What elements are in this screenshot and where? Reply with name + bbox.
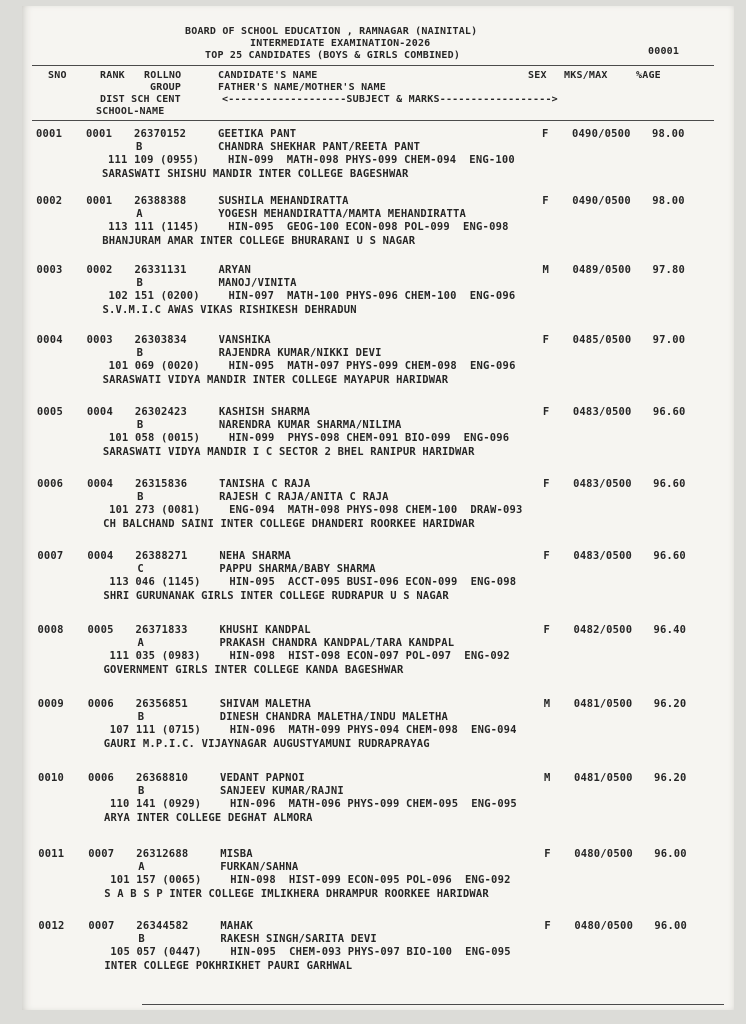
subject-marks: HIN-099 MATH-098 PHYS-099 CHEM-094 ENG-100 xyxy=(228,154,515,166)
col-group-header: GROUP xyxy=(150,82,182,93)
board-title: BOARD OF SCHOOL EDUCATION , RAMNAGAR (NAINITAL) xyxy=(185,26,478,37)
roll-number: 26388271 xyxy=(135,550,188,562)
rank: 0002 xyxy=(86,264,113,276)
parent-names: FURKAN/SAHNA xyxy=(220,861,299,873)
percentage: 96.20 xyxy=(653,698,687,710)
parent-names: RAJESH C RAJA/ANITA C RAJA xyxy=(219,491,389,503)
serial-number: 0001 xyxy=(36,128,63,140)
serial-number: 0002 xyxy=(36,195,63,207)
exam-title: INTERMEDIATE EXAMINATION-2026 xyxy=(250,38,431,49)
group: C xyxy=(137,563,144,575)
group: A xyxy=(136,208,143,220)
group: B xyxy=(136,141,143,153)
candidate-name: ARYAN xyxy=(218,264,252,276)
sex: F xyxy=(543,550,550,562)
parent-names: PAPPU SHARMA/BABY SHARMA xyxy=(219,563,376,575)
header-bottom-rule xyxy=(32,120,714,121)
school-name: S A B S P INTER COLLEGE IMLIKHERA DHRAMPUR ROORKEE HARIDWAR xyxy=(104,888,489,900)
candidate-name: MAHAK xyxy=(220,920,254,932)
sex: F xyxy=(542,128,549,140)
school-name: SARASWATI VIDYA MANDIR INTER COLLEGE MAYAPUR HARIDWAR xyxy=(102,374,449,386)
school-name: SARASWATI SHISHU MANDIR INTER COLLEGE BAGESHWAR xyxy=(102,168,409,180)
dist-school-centre-codes: 111 109 (0955) xyxy=(108,154,200,166)
rank: 0004 xyxy=(87,550,114,562)
rank: 0007 xyxy=(88,848,115,860)
parent-names: DINESH CHANDRA MALETHA/INDU MALETHA xyxy=(219,711,449,723)
candidate-name: KASHISH SHARMA xyxy=(218,406,311,418)
group: B xyxy=(137,785,145,797)
col-codes-header: DIST SCH CENT xyxy=(100,94,181,105)
col-name-header: CANDIDATE'S NAME xyxy=(218,70,318,81)
school-name: GOVERNMENT GIRLS INTER COLLEGE KANDA BAGESHWAR xyxy=(103,664,404,676)
candidate-name: VANSHIKA xyxy=(218,334,271,346)
roll-number: 26356851 xyxy=(135,698,188,710)
roll-number: 26344582 xyxy=(136,920,189,932)
roll-number: 26303834 xyxy=(134,334,187,346)
col-sex-header: SEX xyxy=(528,70,547,81)
subject-marks: HIN-095 ACCT-095 BUSI-096 ECON-099 ENG-098 xyxy=(229,576,517,588)
serial-number: 0009 xyxy=(37,698,64,710)
col-sno-header: SNO xyxy=(48,70,67,81)
sex: F xyxy=(543,478,550,490)
parent-names: PRAKASH CHANDRA KANDPAL/TARA KANDPAL xyxy=(219,637,455,649)
marks: 0489/0500 xyxy=(572,264,632,276)
percentage: 98.00 xyxy=(652,195,685,207)
dist-school-centre-codes: 111 035 (0983) xyxy=(109,650,201,662)
group: B xyxy=(136,347,144,359)
roll-number: 26331131 xyxy=(134,264,187,276)
roll-number: 26370152 xyxy=(134,128,187,140)
percentage: 96.60 xyxy=(653,478,686,490)
group: A xyxy=(137,637,145,649)
list-item xyxy=(24,620,736,686)
sex: F xyxy=(544,920,551,932)
percentage: 96.00 xyxy=(654,848,687,860)
parent-names: MANOJ/VINITA xyxy=(218,277,297,289)
subject-marks: HIN-098 HIST-098 ECON-097 POL-097 ENG-092 xyxy=(229,650,510,662)
sex: M xyxy=(543,772,551,784)
parent-names: SANJEEV KUMAR/RAJNI xyxy=(219,785,344,797)
marks: 0483/0500 xyxy=(573,550,633,562)
roll-number: 26368810 xyxy=(135,772,189,784)
subject-marks: HIN-096 MATH-099 PHYS-094 CHEM-098 ENG-094 xyxy=(229,724,517,736)
sex: F xyxy=(543,624,551,636)
marks: 0483/0500 xyxy=(572,406,632,418)
subject-marks: HIN-098 HIST-099 ECON-095 POL-096 ENG-092 xyxy=(230,874,511,886)
percentage: 96.60 xyxy=(653,550,686,562)
parent-names: YOGESH MEHANDIRATTA/MAMTA MEHANDIRATTA xyxy=(218,208,467,220)
subject-marks: HIN-096 MATH-096 PHYS-099 CHEM-095 ENG-095 xyxy=(229,798,517,810)
col-school-header: SCHOOL-NAME xyxy=(96,106,165,117)
page-number: 00001 xyxy=(648,46,680,57)
percentage: 96.00 xyxy=(654,920,688,932)
candidate-name: VEDANT PAPNOI xyxy=(219,772,305,784)
group: B xyxy=(138,933,145,945)
rank: 0006 xyxy=(87,772,115,784)
parent-names: RAKESH SINGH/SARITA DEVI xyxy=(220,933,377,945)
dist-school-centre-codes: 101 058 (0015) xyxy=(108,432,201,444)
group: B xyxy=(137,491,144,503)
roll-number: 26315836 xyxy=(135,478,188,490)
subject-marks: HIN-099 PHYS-098 CHEM-091 BIO-099 ENG-096 xyxy=(228,432,510,444)
rank: 0001 xyxy=(86,128,113,140)
rank: 0003 xyxy=(86,334,113,346)
dist-school-centre-codes: 107 111 (0715) xyxy=(109,724,202,736)
rank: 0007 xyxy=(88,920,115,932)
list-item xyxy=(24,768,736,834)
col-parents-header: FATHER'S NAME/MOTHER'S NAME xyxy=(218,82,386,93)
dist-school-centre-codes: 110 141 (0929) xyxy=(109,798,202,810)
rank: 0004 xyxy=(87,478,114,490)
serial-number: 0003 xyxy=(36,264,63,276)
school-name: GAURI M.P.I.C. VIJAYNAGAR AUGUSTYAMUNI RUDRAPRAYAG xyxy=(103,738,430,750)
marks: 0480/0500 xyxy=(574,920,634,932)
group: B xyxy=(137,711,145,723)
candidate-name: KHUSHI KANDPAL xyxy=(219,624,311,636)
col-subjects-header: <-------------------SUBJECT & MARKS------------------> xyxy=(222,94,558,105)
school-name: INTER COLLEGE POKHRIKHET PAURI GARHWAL xyxy=(104,960,353,972)
parent-names: NARENDRA KUMAR SHARMA/NILIMA xyxy=(218,419,402,431)
dist-school-centre-codes: 101 273 (0081) xyxy=(109,504,201,516)
parent-names: CHANDRA SHEKHAR PANT/REETA PANT xyxy=(218,141,421,153)
candidate-name: SHIVAM MALETHA xyxy=(219,698,312,710)
marks: 0481/0500 xyxy=(573,698,633,710)
marks: 0490/0500 xyxy=(572,195,631,207)
list-item xyxy=(22,260,734,326)
header-top-rule xyxy=(32,65,714,66)
marks: 0483/0500 xyxy=(573,478,632,490)
serial-number: 0011 xyxy=(38,848,65,860)
subject-marks: ENG-094 MATH-098 PHYS-098 CHEM-100 DRAW-093 xyxy=(229,504,523,516)
list-item xyxy=(22,124,734,190)
candidate-name: GEETIKA PANT xyxy=(218,128,297,140)
percentage: 96.40 xyxy=(653,624,687,636)
school-name: SHRI GURUNANAK GIRLS INTER COLLEGE RUDRAPUR U S NAGAR xyxy=(103,590,449,602)
school-name: S.V.M.I.C AWAS VIKAS RISHIKESH DEHRADUN xyxy=(102,304,357,316)
serial-number: 0004 xyxy=(36,334,63,346)
list-item xyxy=(22,191,734,257)
footer-rule xyxy=(142,1004,724,1005)
roll-number: 26388388 xyxy=(134,195,187,207)
rank: 0001 xyxy=(86,195,113,207)
marks: 0480/0500 xyxy=(574,848,633,860)
sex: F xyxy=(542,406,550,418)
percentage: 96.60 xyxy=(652,406,686,418)
roll-number: 26312688 xyxy=(136,848,189,860)
school-name: BHANJURAM AMAR INTER COLLEGE BHURARANI U S NAGAR xyxy=(102,235,416,247)
sex: F xyxy=(542,334,550,346)
subject-marks: HIN-095 GEOG-100 ECON-098 POL-099 ENG-098 xyxy=(228,221,509,233)
sex: F xyxy=(544,848,551,860)
sex: F xyxy=(542,195,549,207)
sex: M xyxy=(542,264,549,276)
school-name: ARYA INTER COLLEGE DEGHAT ALMORA xyxy=(103,812,313,824)
list-item xyxy=(24,844,736,910)
candidate-name: MISBA xyxy=(220,848,253,860)
dist-school-centre-codes: 101 157 (0065) xyxy=(110,874,202,886)
group: B xyxy=(136,277,143,289)
serial-number: 0010 xyxy=(37,772,65,784)
list-item xyxy=(24,694,736,760)
result-sheet xyxy=(22,6,734,1010)
col-percent-header: %AGE xyxy=(636,70,661,81)
percentage: 97.00 xyxy=(652,334,686,346)
school-name: SARASWATI VIDYA MANDIR I C SECTOR 2 BHEL RANIPUR HARIDWAR xyxy=(102,446,475,458)
dist-school-centre-codes: 101 069 (0020) xyxy=(108,360,200,372)
group: A xyxy=(138,861,145,873)
marks: 0482/0500 xyxy=(573,624,633,636)
list-subtitle: TOP 25 CANDIDATES (BOYS & GIRLS COMBINED) xyxy=(205,50,461,61)
list-item xyxy=(24,916,736,982)
rank: 0005 xyxy=(87,624,114,636)
serial-number: 0008 xyxy=(37,624,64,636)
percentage: 98.00 xyxy=(652,128,685,140)
serial-number: 0006 xyxy=(37,478,64,490)
list-item xyxy=(23,330,735,396)
marks: 0490/0500 xyxy=(572,128,631,140)
dist-school-centre-codes: 102 151 (0200) xyxy=(108,290,200,302)
col-marks-header: MKS/MAX xyxy=(564,70,608,81)
subject-marks: HIN-097 MATH-100 PHYS-096 CHEM-100 ENG-096 xyxy=(228,290,516,302)
percentage: 97.80 xyxy=(652,264,686,276)
serial-number: 0007 xyxy=(37,550,64,562)
subject-marks: HIN-095 CHEM-093 PHYS-097 BIO-100 ENG-095 xyxy=(230,946,511,958)
dist-school-centre-codes: 113 046 (1145) xyxy=(109,576,201,588)
roll-number: 26371833 xyxy=(135,624,188,636)
dist-school-centre-codes: 113 111 (1145) xyxy=(108,221,200,233)
roll-number: 26302423 xyxy=(134,406,188,418)
candidate-name: SUSHILA MEHANDIRATTA xyxy=(218,195,349,207)
list-item xyxy=(23,546,735,612)
serial-number: 0005 xyxy=(36,406,63,418)
marks: 0481/0500 xyxy=(573,772,633,784)
rank: 0004 xyxy=(86,406,113,418)
dist-school-centre-codes: 105 057 (0447) xyxy=(110,946,202,958)
serial-number: 0012 xyxy=(38,920,65,932)
parent-names: RAJENDRA KUMAR/NIKKI DEVI xyxy=(218,347,382,359)
col-rollno-header: ROLLNO xyxy=(144,70,182,81)
sex: M xyxy=(543,698,551,710)
group: B xyxy=(136,419,144,431)
marks: 0485/0500 xyxy=(572,334,632,346)
list-item xyxy=(23,474,735,540)
col-rank-header: RANK xyxy=(100,70,125,81)
percentage: 96.20 xyxy=(653,772,687,784)
candidate-name: TANISHA C RAJA xyxy=(219,478,311,490)
school-name: CH BALCHAND SAINI INTER COLLEGE DHANDERI ROORKEE HARIDWAR xyxy=(103,518,475,530)
rank: 0006 xyxy=(87,698,114,710)
list-item xyxy=(23,402,735,468)
candidate-name: NEHA SHARMA xyxy=(219,550,292,562)
subject-marks: HIN-095 MATH-097 PHYS-099 CHEM-098 ENG-096 xyxy=(228,360,516,372)
